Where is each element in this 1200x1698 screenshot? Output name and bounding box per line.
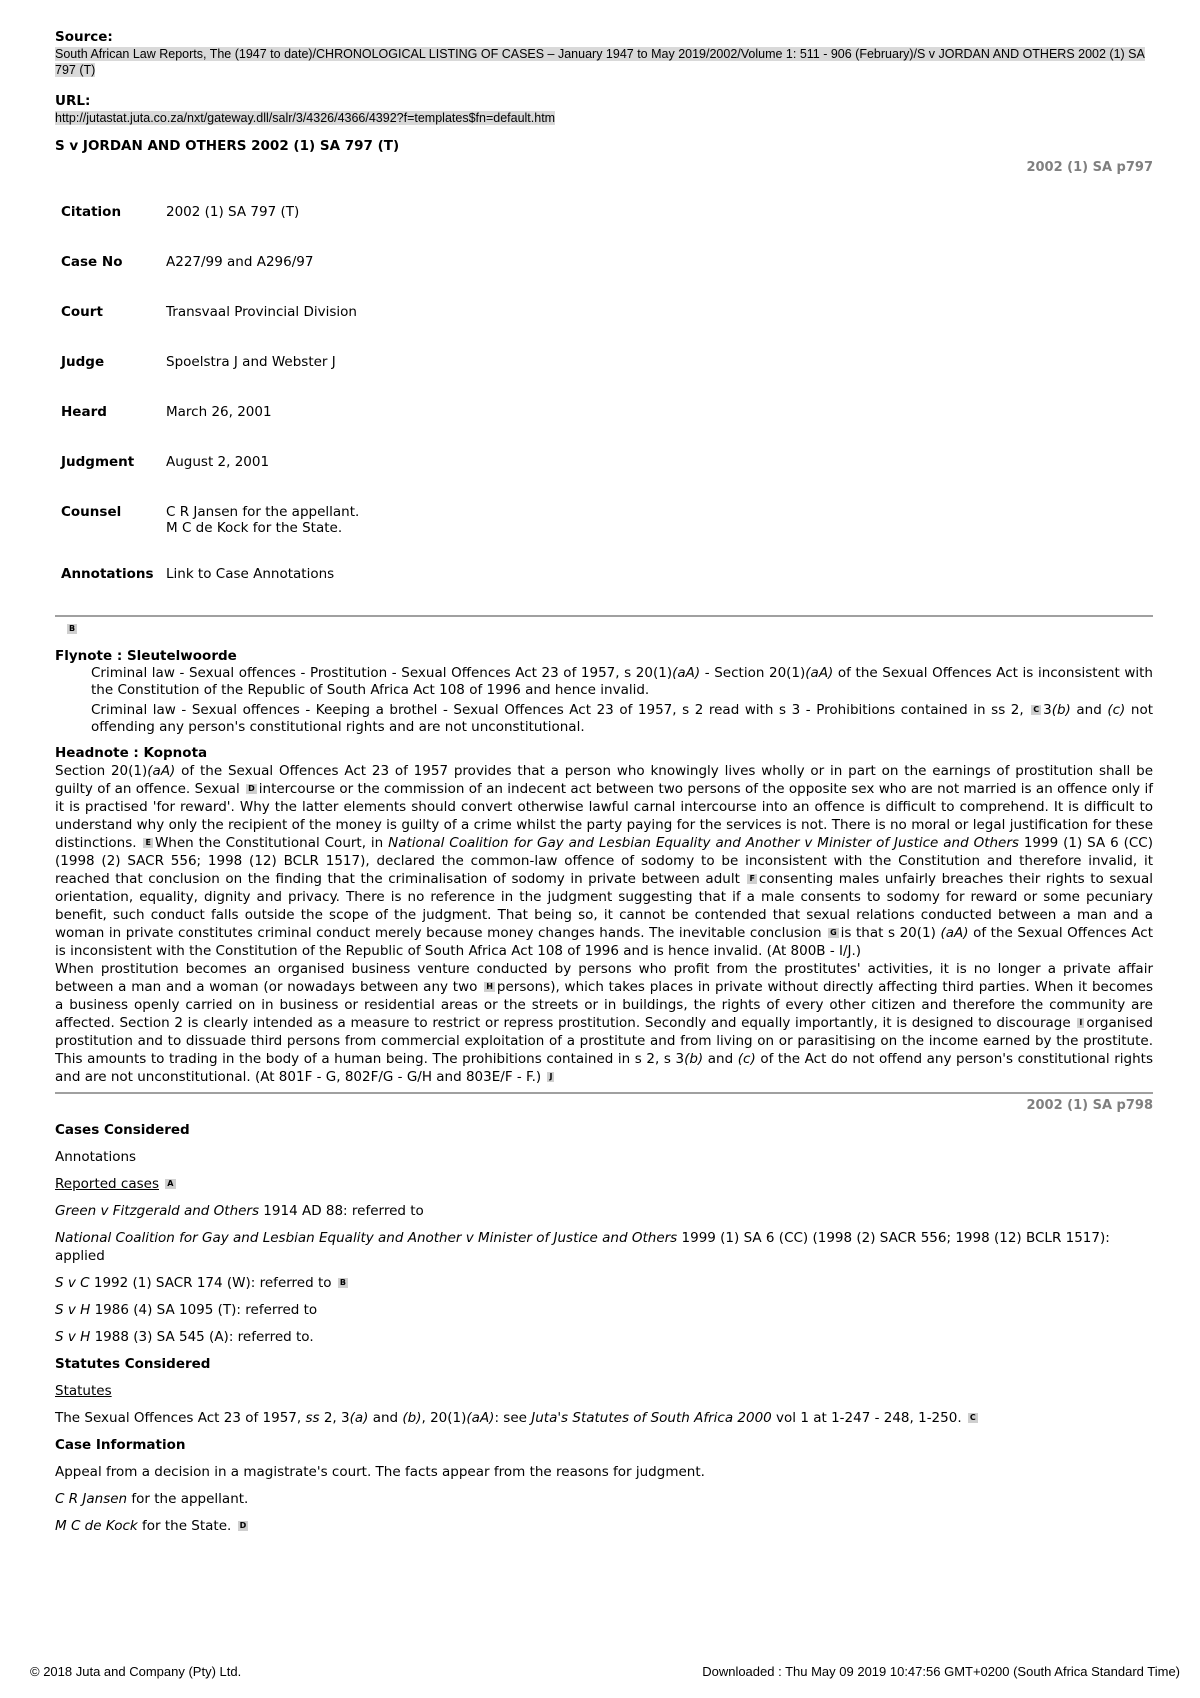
statutes-heading: Statutes Considered xyxy=(55,1356,211,1372)
margin-marker: A xyxy=(167,1179,174,1188)
caseno-label: Case No xyxy=(61,254,123,270)
download-timestamp: Downloaded : Thu May 09 2019 10:47:56 GMT+0200 (South Africa Standard Time) xyxy=(702,1664,1180,1679)
reported-cases xyxy=(55,1175,1153,1193)
document-page xyxy=(55,28,1153,1544)
counsel-label: Counsel xyxy=(61,504,122,520)
case-entry: National Coalition for Gay and Lesbian Equality and Another v Minister of Justice and Others 1999 (1) SA 6 (CC) (1998 (2) SACR 556; 1998 (12) BCLR 1517): applied xyxy=(55,1230,1110,1264)
caseinfo-counsel: C R Jansen for the appellant. xyxy=(55,1491,249,1507)
source-label: Source: xyxy=(55,29,113,45)
margin-marker: C xyxy=(969,1413,976,1422)
judge-label: Judge xyxy=(61,354,105,370)
meta-row-court xyxy=(61,297,359,347)
counsel-appellant: C R Jansen for the appellant. xyxy=(166,504,360,520)
case-entry: S v H 1988 (3) SA 545 (A): referred to. xyxy=(55,1329,314,1345)
judge-value: Spoelstra J and Webster J xyxy=(166,354,336,370)
case-entry: S v C 1992 (1) SACR 174 (W): referred to B xyxy=(55,1275,346,1291)
counsel-state: M C de Kock for the State. xyxy=(166,520,343,536)
url-link[interactable]: http://jutastat.juta.co.za/nxt/gateway.dll/salr/3/4326/4366/4392?f=templates$fn=default.htm xyxy=(55,111,556,125)
url-block xyxy=(55,92,1153,126)
margin-marker: I xyxy=(1079,1018,1083,1027)
heard-label: Heard xyxy=(61,404,107,420)
margin-marker: D xyxy=(248,784,255,793)
margin-marker: J xyxy=(549,1072,553,1081)
margin-marker: C xyxy=(1033,705,1040,714)
margin-marker: B xyxy=(69,624,76,633)
court-label: Court xyxy=(61,304,103,320)
meta-row-annotations xyxy=(61,559,359,609)
margin-marker: H xyxy=(486,982,493,991)
judgment-label: Judgment xyxy=(61,454,135,470)
annotations-link[interactable]: Link to Case Annotations xyxy=(166,566,335,582)
copyright-text: © 2018 Juta and Company (Pty) Ltd. xyxy=(30,1664,242,1679)
cases-section xyxy=(55,1121,1153,1535)
citation-label: Citation xyxy=(61,204,122,220)
headnote-paragraph: When prostitution becomes an organised business venture conducted by persons who profit from the prostitutes' activities, it is no longer a private affair between a man and a woman (or nowadays between any two H persons), which takes places in private without directly affecting third parties. When it becomes a business openly carried on in business or residential areas or the streets or in buildings, the rights of every other citizen and therefore the community are affected. Section 2 is clearly intended as a measure to restrict or repress prostitution. Secondly and equally importantly, it is designed to discourage I organised prostitution and to dissuade third persons from commercial exploitation of a prostitute and from living on or parasitising on the income earned by the prostitute. This amounts to trading in the body of a human being. The prohibitions contained in s 2, s 3(b) and (c) of the Act do not offend any person's constitutional rights and are not unconstitutional. (At 801F - G, 802F/G - G/H and 803E/F - F.) J xyxy=(55,961,1153,1085)
case-entry: S v H 1986 (4) SA 1095 (T): referred to xyxy=(55,1302,318,1318)
flynote-heading: Flynote : Sleutelwoorde xyxy=(55,648,237,664)
url-label: URL: xyxy=(55,93,91,109)
flynote-paragraph: Criminal law - Sexual offences - Prostitution - Sexual Offences Act 23 of 1957, s 20(1)(aA) - Section 20(1)(aA) of the Sexual Offences Act is inconsistent with the Constitution of the Republic of South Africa Act 108 of 1996 and hence invalid. xyxy=(91,665,1153,698)
case-title: S v JORDAN AND OTHERS 2002 (1) SA 797 (T) xyxy=(55,138,400,154)
headnote-paragraph: Section 20(1)(aA) of the Sexual Offences Act 23 of 1957 provides that a person who knowingly lives wholly or in part on the earnings of prostitution shall be guilty of an offence. Sexual D intercourse or the commission of an indecent act between two persons of the opposite sex who are not married is an offence only if it is practised 'for reward'. Why the latter elements should convert otherwise lawful carnal intercourse into an offence is difficult to comprehend. It is difficult to understand why only the recipient of the money is guilty of a crime whilst the party paying for the services is not. There is no moral or legal justification for these distinctions. E When the Constitutional Court, in National Coalition for Gay and Lesbian Equality and Another v Minister of Justice and Others 1999 (1) SA 6 (CC) (1998 (2) SACR 556; 1998 (12) BCLR 1517), declared the common-law offence of sodomy to be inconsistent with the Constitution and therefore invalid, it reached that conclusion on the finding that the criminalisation of sodomy in private between adult F consenting males unfairly breaches their rights to sexual orientation, equality, dignity and privacy. There is no reference in the judgment suggesting that if a male consents to sodomy for reward or some pecuniary benefit, such conduct falls outside the scope of the judgment. That being so, it cannot be contended that sexual relations conducted between a man and a woman in private constitutes criminal conduct merely because money changes hands. The inevitable conclusion G is that s 20(1) (aA) of the Sexual Offences Act is inconsistent with the Constitution of the Republic of South Africa Act 108 of 1996 and is hence invalid. (At 800B - I/J.) xyxy=(55,763,1154,959)
case-meta-table xyxy=(61,197,359,609)
meta-row-caseno xyxy=(61,247,359,297)
margin-marker: E xyxy=(145,838,151,847)
flynote-section xyxy=(55,647,1153,736)
statute-entry: The Sexual Offences Act 23 of 1957, ss 2, 3(a) and (b), 20(1)(aA): see Juta's Statutes of South Africa 2000 vol 1 at 1-247 - 248, 1-250. C xyxy=(55,1410,976,1426)
annotations-label: Annotations xyxy=(61,566,154,582)
flynote-paragraph: Criminal law - Sexual offences - Keeping a brothel - Sexual Offences Act 23 of 1957, s 2 read with s 3 - Prohibitions contained in ss 2, C 3(b) and (c) not offending any person's constitutional rights and are not unconstitutional. xyxy=(91,702,1154,735)
annotations-text: Annotations xyxy=(55,1149,137,1165)
counsel-value xyxy=(166,497,359,559)
meta-row-judgment xyxy=(61,447,359,497)
caseno-value: A227/99 and A296/97 xyxy=(166,254,314,270)
court-value: Transvaal Provincial Division xyxy=(166,304,357,320)
heard-value: March 26, 2001 xyxy=(166,404,272,420)
margin-marker: G xyxy=(830,928,837,937)
caseinfo-counsel: M C de Kock for the State. D xyxy=(55,1518,247,1534)
margin-marker: D xyxy=(239,1521,247,1530)
case-entry: Green v Fitzgerald and Others 1914 AD 88: referred to xyxy=(55,1203,424,1219)
judgment-value: August 2, 2001 xyxy=(166,454,270,470)
meta-row-heard xyxy=(61,397,359,447)
caseinfo-text: Appeal from a decision in a magistrate's court. The facts appear from the reasons for judgment. xyxy=(55,1464,705,1480)
meta-row-judge xyxy=(61,347,359,397)
cases-heading: Cases Considered xyxy=(55,1122,190,1138)
divider xyxy=(55,1092,1153,1094)
citation-value: 2002 (1) SA 797 (T) xyxy=(166,204,300,220)
reported-cases-link[interactable]: Reported cases xyxy=(55,1176,159,1192)
meta-row-counsel xyxy=(61,497,359,559)
margin-marker: B xyxy=(339,1278,346,1287)
caseinfo-heading: Case Information xyxy=(55,1437,186,1453)
page-reference: 2002 (1) SA p798 xyxy=(1026,1098,1153,1113)
headnote-heading: Headnote : Kopnota xyxy=(55,745,208,761)
statutes-link: Statutes xyxy=(55,1383,112,1399)
source-block xyxy=(55,28,1153,78)
page-reference: 2002 (1) SA p797 xyxy=(1026,160,1153,175)
margin-marker: F xyxy=(749,874,755,883)
divider xyxy=(55,615,1153,617)
headnote-section xyxy=(55,744,1153,1086)
source-path: South African Law Reports, The (1947 to date)/CHRONOLOGICAL LISTING OF CASES – January 1947 to May 2019/2002/Volume 1: 511 - 906 (February)/S v JORDAN AND OTHERS 2002 (1) SA 797 (T) xyxy=(55,47,1145,77)
meta-row-citation xyxy=(61,197,359,247)
